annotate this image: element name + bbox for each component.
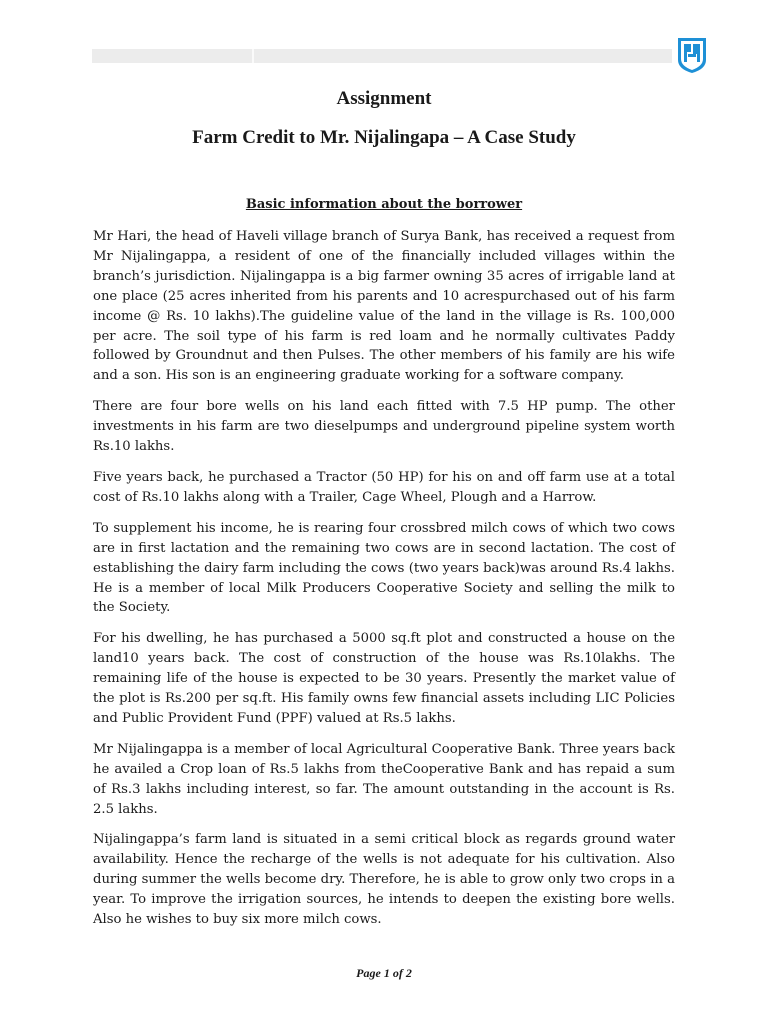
- header-bar: [92, 49, 672, 63]
- paragraph: There are four bore wells on his land each fitted with 7.5 HP pump. The other investments in his farm are two dieselpumps and underground pipeline system worth Rs.10 lakhs.: [93, 399, 675, 455]
- body-text: [93, 227, 675, 941]
- document-titles: [0, 88, 768, 149]
- paragraph: For his dwelling, he has purchased a 5000 sq.ft plot and constructed a house on the land10 years back. The cost of construction of the house was Rs.10lakhs. The remaining life of the house is expected to be 30 years. Presently the market value of the plot is Rs.200 per sq.ft. His family owns few financial assets including LIC Policies and Public Provident Fund (PPF) valued at Rs.5 lakhs.: [93, 631, 675, 726]
- paragraph: Mr Hari, the head of Haveli village branch of Surya Bank, has received a request from Mr Nijalingappa, a resident of one of the financially included villages within the branch’s jurisdiction. Nijalingappa is a big farmer owning 35 acres of irrigable land at one place (25 acres inherited from his parents and 10 acrespurchased out of his farm income @ Rs. 10 lakhs).The guideline value of the land in the village is Rs. 100,000 per acre. The soil type of his farm is red loam and he normally cultivates Paddy followed by Groundnut and then Pulses. The other members of his family are his wife and a son. His son is an engineering graduate working for a software company.: [93, 229, 675, 384]
- page-number: Page 1 of 2: [356, 966, 412, 980]
- document-title: Assignment: [336, 88, 432, 109]
- institute-logo-icon: [675, 36, 709, 74]
- section-heading: Basic information about the borrower: [245, 197, 523, 212]
- paragraph: To supplement his income, he is rearing four crossbred milch cows of which two cows are in first lactation and the remaining two cows are in second lactation. The cost of establishing the dairy farm including the cows (two years back)was around Rs.4 lakhs. He is a member of local Milk Producers Cooperative Society and selling the milk to the Society.: [93, 520, 675, 616]
- paragraph: Nijalingappa’s farm land is situated in a semi critical block as regards ground water availability. Hence the recharge of the wells is not adequate for his cultivation. Also during summer the wells become dry. Therefore, he is able to grow only two crops in a year. To improve the irrigation sources, he intends to deepen the existing bore wells. Also he wishes to buy six more milch cows.: [93, 832, 675, 928]
- paragraph: Five years back, he purchased a Tractor (50 HP) for his on and off farm use at a total cost of Rs.10 lakhs along with a Trailer, Cage Wheel, Plough and a Harrow.: [93, 469, 675, 505]
- header-bar-divider: [252, 49, 254, 63]
- document-subtitle: Farm Credit to Mr. Nijalingapa – A Case Study: [192, 127, 576, 148]
- paragraph: Mr Nijalingappa is a member of local Agricultural Cooperative Bank. Three years back he availed a Crop loan of Rs.5 lakhs from theCooperative Bank and has repaid a sum of Rs.3 lakhs including interest, so far. The amount outstanding in the account is Rs. 2.5 lakhs.: [93, 741, 675, 817]
